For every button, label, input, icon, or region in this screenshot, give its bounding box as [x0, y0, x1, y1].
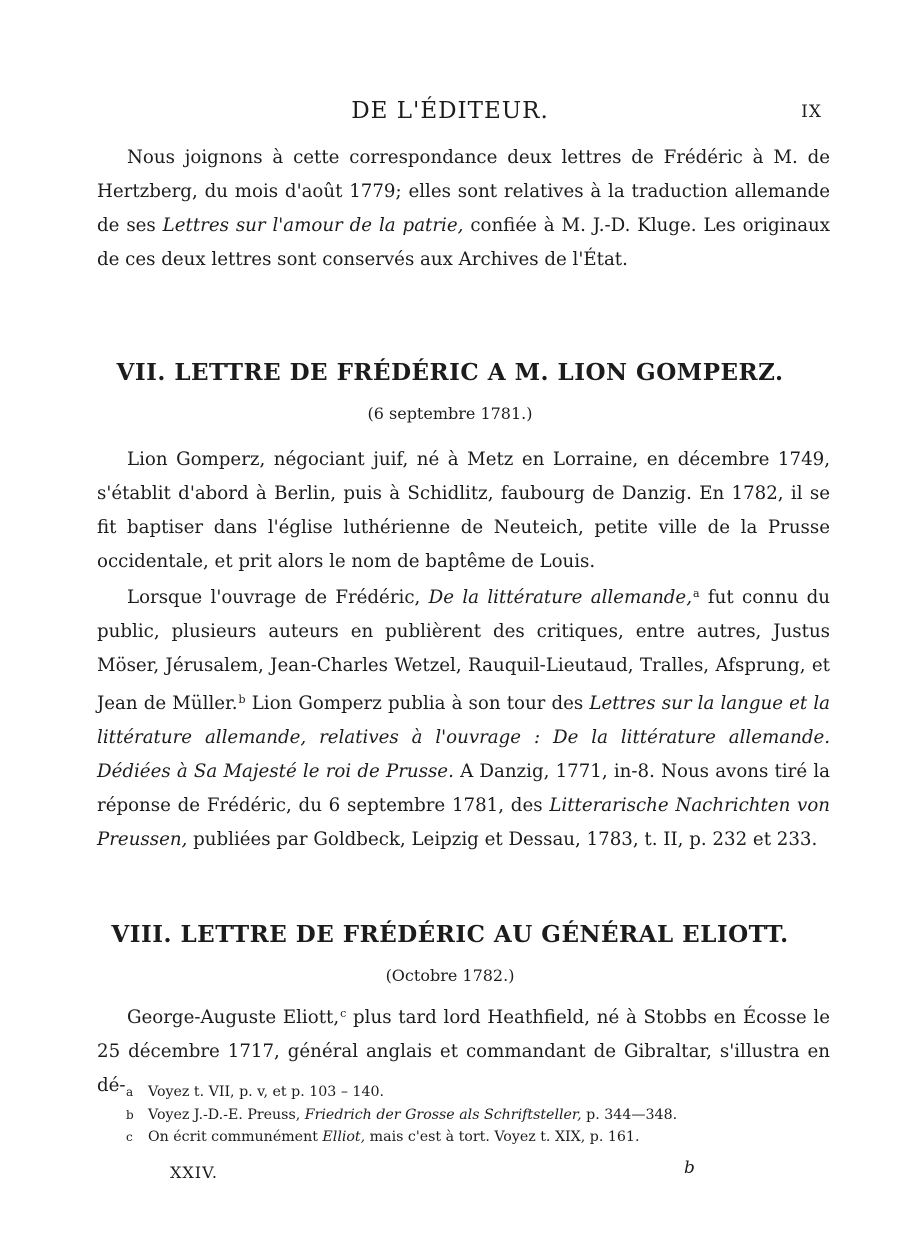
section-7-italic-title-2: Lettres sur la langue et la littérature allemande, relatives à l'ouvrage : De la littérature allemande. Dédiées à Sa Majesté le roi de Prusse.	[97, 693, 830, 782]
running-title: DE L'ÉDITEUR.	[351, 98, 549, 124]
page-number: IX	[801, 102, 822, 122]
section-7-text-1: Lion Gomperz, négociant juif, né à Metz en Lorraine, en décembre 1749, s'établit d'abord à Berlin, puis à Schidlitz, faubourg de Danzig. En 1782, il se fit baptiser dans l'église luthérienne de Neuteich, petite ville de la Prusse occidentale, et prit alors le nom de baptême de Louis.	[97, 449, 830, 572]
running-head	[0, 98, 900, 128]
footnote-mark: a	[126, 1085, 134, 1099]
intro-text-2: confiée à M. J.-D. Kluge. Les originaux de ces deux lettres sont conservés aux Archives de l'État.	[97, 215, 831, 270]
section-7-text-2e: publiées par Goldbeck, Leipzig et Dessau, 1783, t. II, p. 232 et 233.	[187, 829, 818, 850]
footnote-italic-word: Elliot,	[322, 1129, 366, 1145]
section-8-text-1b: plus tard lord Heathfield, né à Stobbs en Écosse le 25 décembre 1717, général anglais et commandant de Gibraltar, s'illustra en dé-	[97, 1007, 831, 1096]
footnote-text: Voyez t. VII, p. v, et p. 103 – 140.	[148, 1084, 385, 1100]
intro-paragraph	[97, 141, 830, 277]
sheet-letter: b	[684, 1158, 695, 1178]
footnote-text: p. 344—348.	[581, 1106, 678, 1123]
section-7-paragraph-2	[97, 577, 830, 857]
section-7-italic-title-1: De la littérature allemande,	[428, 587, 692, 608]
section-7-date: (6 septembre 1781.)	[367, 404, 533, 423]
footnote-text: On écrit communément	[148, 1129, 323, 1145]
section-7-text-2d: A Danzig, 1771, in-8. Nous avons tiré la réponse de Frédéric, du 6 septembre 1781, des	[97, 761, 830, 816]
section-7-text-2a: Lorsque l'ouvrage de Frédéric,	[127, 587, 429, 608]
footnote-b	[126, 1104, 826, 1127]
intro-text-1: Nous joignons à cette correspondance deux lettres de Frédéric à M. de Hertzberg, du mois d'août 1779; elles sont relatives à la traduction allemande de ses	[97, 147, 830, 236]
section-7-text-2c: Lion Gomperz publia à son tour des	[245, 693, 590, 714]
section-7-text-2b: fut connu du public, plusieurs auteurs en publièrent des critiques, entre autres, Justus Möser, Jérusalem, Jean-Charles Wetzel, Rauquil-Lieutaud, Tralles, Afsprung, et Jean de Müller.	[97, 587, 830, 714]
section-7-heading: VII. LETTRE DE FRÉDÉRIC A M. LION GOMPERZ.	[116, 359, 784, 386]
footnote-ref-a[interactable]: a	[692, 587, 700, 600]
footnote-ref-c[interactable]: c	[340, 1007, 347, 1020]
intro-italic-title: Lettres sur l'amour de la patrie,	[162, 215, 464, 236]
footnote-c	[126, 1126, 826, 1149]
footnote-text: Voyez J.-D.-E. Preuss,	[148, 1106, 305, 1123]
section-8-heading: VIII. LETTRE DE FRÉDÉRIC AU GÉNÉRAL ELIOTT.	[111, 921, 789, 948]
footnote-a	[126, 1081, 826, 1104]
footnote-mark: c	[126, 1130, 133, 1144]
section-8-date: (Octobre 1782.)	[385, 966, 515, 985]
footnote-ref-b[interactable]: b	[238, 693, 246, 706]
section-8-text-1a: George-Auguste Eliott,	[127, 1007, 340, 1028]
footnote-mark: b	[126, 1107, 134, 1122]
section-7-italic-title-3: Litterarische Nachrichten von Preussen,	[97, 795, 830, 850]
section-7-paragraph-1	[97, 443, 830, 579]
footnote-italic-title: Friedrich der Grosse als Schriftsteller,	[304, 1106, 582, 1123]
signature-mark: XXIV.	[170, 1163, 218, 1182]
footnotes	[126, 1081, 826, 1149]
footnote-text: mais c'est à tort. Voyez t. XIX, p. 161.	[365, 1129, 640, 1145]
